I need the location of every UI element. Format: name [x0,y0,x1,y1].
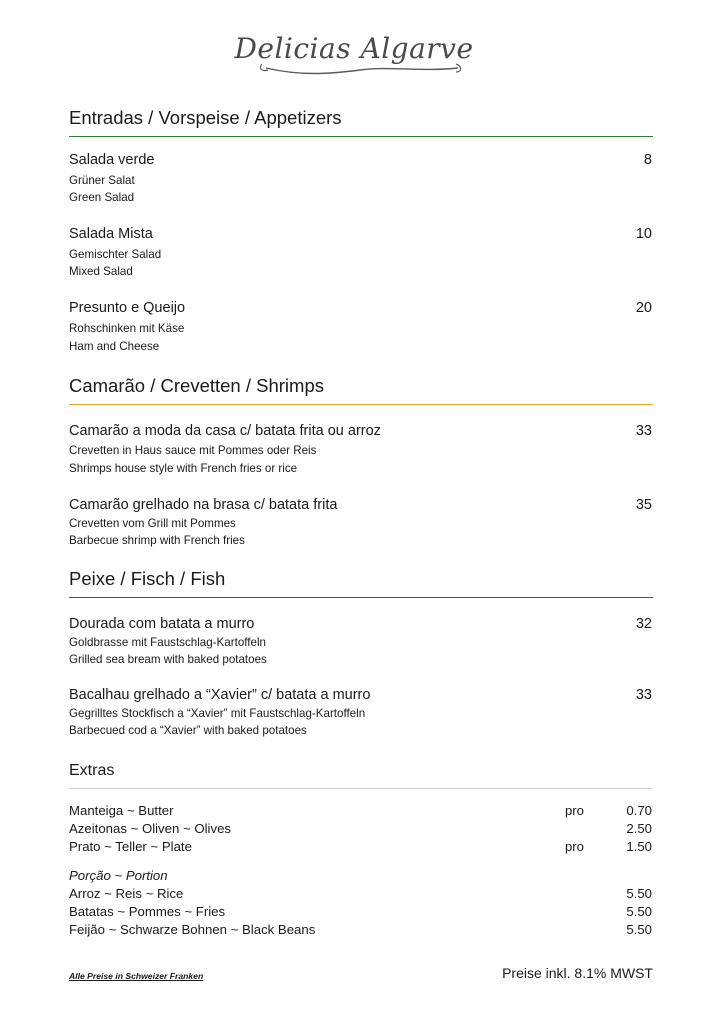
extra-item-name: Azeitonas ~ Oliven ~ Olives [69,821,231,836]
section-rule-appetizers [69,136,653,137]
portion-item-price: 5.50 [626,904,652,919]
section-rule-fish [69,597,653,598]
logo-text: Delicias Algarve [234,32,474,65]
menu-item-price: 33 [635,423,652,439]
menu-item-english: Barbecued cod a “Xavier” with baked potatoes [69,724,307,737]
menu-item-name: Bacalhau grelhado a “Xavier” c/ batata a murro [69,687,371,703]
extra-item-unit: pro [564,803,584,818]
menu-item-name: Camarão grelhado na brasa c/ batata frita [69,497,338,513]
section-rule-extras [69,788,653,789]
menu-item-german: Crevetten in Haus sauce mit Pommes oder Reis [69,444,317,457]
menu-item-english: Grilled sea bream with baked potatoes [69,653,267,666]
menu-item-english: Shrimps house style with French fries or rice [69,462,298,475]
portion-item-name: Arroz ~ Reis ~ Rice [69,886,184,901]
menu-item-english: Mixed Salad [69,265,133,278]
logo-flourish-icon [0,28,708,88]
section-title-shrimps: Camarão / Crevetten / Shrimps [69,375,324,396]
section-title-appetizers: Entradas / Vorspeise / Appetizers [69,107,342,128]
menu-item-price: 8 [643,152,652,168]
menu-item-price: 20 [635,300,652,316]
extra-item-unit: pro [564,839,584,854]
menu-item-name: Salada Mista [69,226,153,242]
portion-item-name: Batatas ~ Pommes ~ Fries [69,904,226,919]
section-title-extras: Extras [69,762,115,779]
menu-item-name: Dourada com batata a murro [69,616,255,632]
menu-item-price: 32 [635,616,652,632]
currency-note: Alle Preise in Schweizer Franken [69,971,204,981]
menu-item-name: Salada verde [69,152,155,168]
menu-item-german: Rohschinken mit Käse [69,322,185,335]
extra-item-price: 0.70 [626,803,652,818]
menu-item-price: 35 [635,497,652,513]
extra-item-name: Manteiga ~ Butter [69,803,174,818]
portion-item-name: Feijão ~ Schwarze Bohnen ~ Black Beans [69,922,316,937]
menu-item-german: Gegrilltes Stockfisch a “Xavier” mit Faustschlag-Kartoffeln [69,707,366,720]
menu-item-german: Crevetten vom Grill mit Pommes [69,517,236,530]
section-title-fish: Peixe / Fisch / Fish [69,568,226,589]
menu-item-english: Ham and Cheese [69,340,160,353]
restaurant-logo [0,28,708,88]
extra-item-price: 1.50 [626,839,652,854]
menu-item-german: Gemischter Salad [69,248,162,261]
menu-item-german: Grüner Salat [69,174,135,187]
menu-item-english: Barbecue shrimp with French fries [69,534,245,547]
portion-label: Porção ~ Portion [69,868,168,883]
portion-item-price: 5.50 [626,922,652,937]
menu-item-price: 10 [635,226,652,242]
extra-item-price: 2.50 [626,821,652,836]
extra-item-name: Prato ~ Teller ~ Plate [69,839,192,854]
menu-item-name: Camarão a moda da casa c/ batata frita ou arroz [69,423,381,439]
vat-note: Preise inkl. 8.1% MWST [502,965,653,981]
section-rule-shrimps [69,404,653,405]
portion-item-price: 5.50 [626,886,652,901]
menu-item-english: Green Salad [69,191,135,204]
menu-item-price: 33 [635,687,652,703]
menu-item-german: Goldbrasse mit Faustschlag-Kartoffeln [69,636,266,649]
menu-item-name: Presunto e Queijo [69,300,186,316]
